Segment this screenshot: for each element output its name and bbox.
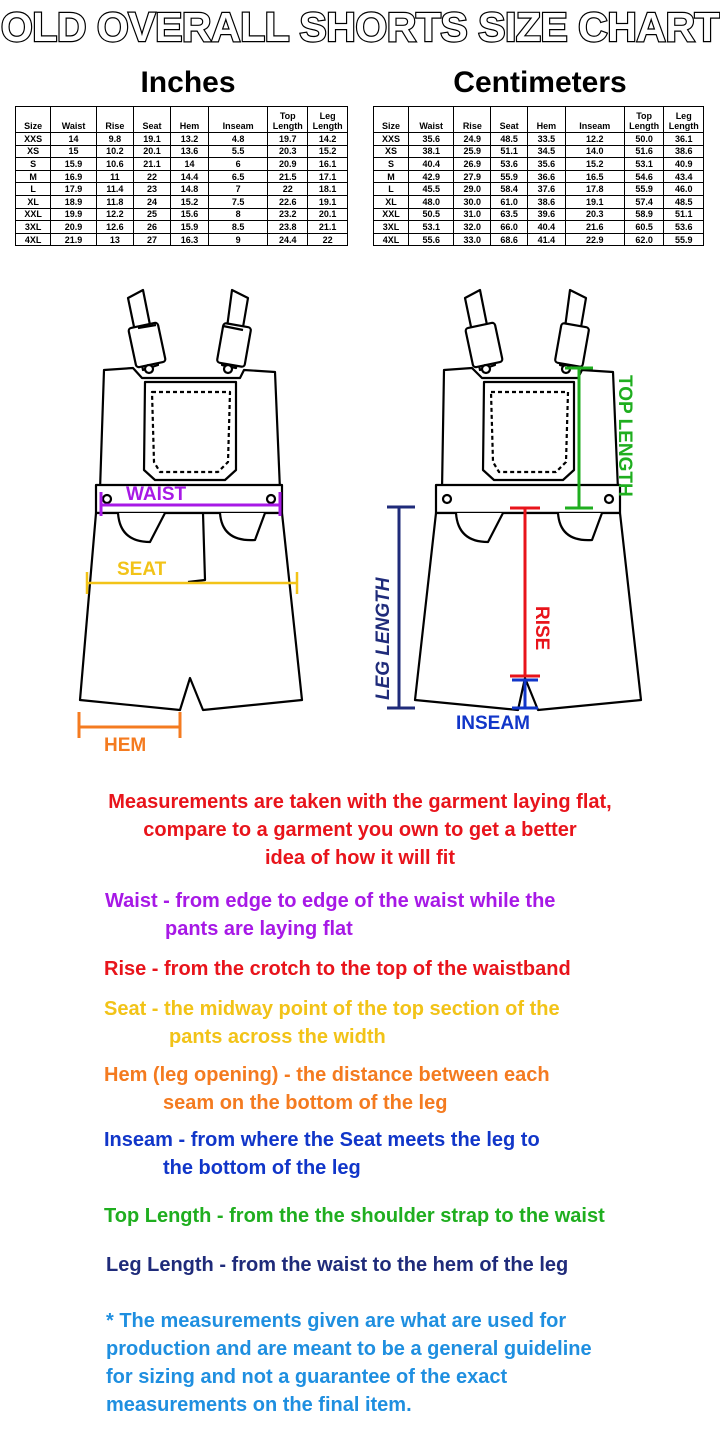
table-cell: 17.1 xyxy=(308,170,348,183)
table-cell: 54.6 xyxy=(624,170,664,183)
table-cell: 15.9 xyxy=(171,221,209,234)
table-row xyxy=(16,221,348,234)
column-header: Leg Length xyxy=(664,107,704,133)
table-cell: 53.6 xyxy=(664,221,704,234)
table-cell: 11.8 xyxy=(96,195,133,208)
table-cell: 22 xyxy=(133,170,170,183)
table-cell: 41.4 xyxy=(528,233,566,246)
table-cell: 13.2 xyxy=(171,133,209,146)
table-cell: 7 xyxy=(209,183,268,196)
table-row xyxy=(374,133,704,146)
column-header: Seat xyxy=(491,107,528,133)
table-cell: 29.0 xyxy=(454,183,491,196)
table-cell: 46.0 xyxy=(664,183,704,196)
column-header: Top Length xyxy=(268,107,308,133)
table-cell: M xyxy=(374,170,409,183)
table-cell: 8.5 xyxy=(209,221,268,234)
table-row xyxy=(374,158,704,171)
table-cell: 15.6 xyxy=(171,208,209,221)
table-cell: 10.6 xyxy=(96,158,133,171)
column-header: Hem xyxy=(528,107,566,133)
table-row xyxy=(16,208,348,221)
table-cell: 21.6 xyxy=(565,221,624,234)
table-cell: 19.1 xyxy=(308,195,348,208)
table-cell: 4XL xyxy=(16,233,51,246)
table-cell: 17.8 xyxy=(565,183,624,196)
top-length-note: Top Length - from the the shoulder strap to the waist xyxy=(104,1205,605,1227)
column-header: Rise xyxy=(96,107,133,133)
column-header: Rise xyxy=(454,107,491,133)
table-cell: S xyxy=(16,158,51,171)
rise-label: RISE xyxy=(531,606,552,651)
table-row xyxy=(374,145,704,158)
intro-note: Measurements are taken with the garment laying flat, compare to a garment you own to get a better idea of how it will fit xyxy=(108,791,612,869)
leg-length-note: Leg Length - from the waist to the hem of the leg xyxy=(106,1254,569,1276)
table-cell: 11.4 xyxy=(96,183,133,196)
table-cell: 40.4 xyxy=(409,158,454,171)
table-cell: 37.6 xyxy=(528,183,566,196)
table-cell: 50.0 xyxy=(624,133,664,146)
table-cell: 48.0 xyxy=(409,195,454,208)
table-cell: 13 xyxy=(96,233,133,246)
table-cell: 15.2 xyxy=(171,195,209,208)
table-cell: 24.4 xyxy=(268,233,308,246)
table-cell: 53.6 xyxy=(491,158,528,171)
table-cell: 57.4 xyxy=(624,195,664,208)
table-header-row xyxy=(16,107,348,133)
table-cell: XXL xyxy=(374,208,409,221)
table-cell: XS xyxy=(374,145,409,158)
table-cell: 13.6 xyxy=(171,145,209,158)
hem-label: HEM xyxy=(104,735,147,756)
table-cell: 23.2 xyxy=(268,208,308,221)
top-length-label: TOP LENGTH xyxy=(614,375,635,497)
table-cell: 34.5 xyxy=(528,145,566,158)
table-cell: 20.3 xyxy=(565,208,624,221)
table-cell: 62.0 xyxy=(624,233,664,246)
table-row xyxy=(374,233,704,246)
table-cell: 53.1 xyxy=(409,221,454,234)
table-cell: 9.8 xyxy=(96,133,133,146)
table-row xyxy=(16,133,348,146)
table-cell: 12.2 xyxy=(96,208,133,221)
table-cell: 38.1 xyxy=(409,145,454,158)
seat-note: Seat - the midway point of the top section of the pants across the width xyxy=(104,998,560,1048)
table-cell: 22 xyxy=(308,233,348,246)
column-header: Size xyxy=(374,107,409,133)
table-cell: 5.5 xyxy=(209,145,268,158)
table-cell: 23.8 xyxy=(268,221,308,234)
table-cell: 22 xyxy=(268,183,308,196)
table-cell: 20.1 xyxy=(133,145,170,158)
table-cell: 14.2 xyxy=(308,133,348,146)
table-cell: 27 xyxy=(133,233,170,246)
inches-size-table xyxy=(15,106,348,246)
table-cell: 66.0 xyxy=(491,221,528,234)
table-cell: 8 xyxy=(209,208,268,221)
table-cell: 58.9 xyxy=(624,208,664,221)
table-cell: 14.8 xyxy=(171,183,209,196)
table-cell: 15.2 xyxy=(308,145,348,158)
table-cell: 19.9 xyxy=(51,208,97,221)
table-cell: 16.5 xyxy=(565,170,624,183)
table-cell: L xyxy=(16,183,51,196)
column-header: Hem xyxy=(171,107,209,133)
table-cell: 31.0 xyxy=(454,208,491,221)
table-row xyxy=(374,221,704,234)
table-row xyxy=(16,158,348,171)
column-header: Top Length xyxy=(624,107,664,133)
table-cell: 33.0 xyxy=(454,233,491,246)
table-cell: 25 xyxy=(133,208,170,221)
table-cell: 33.5 xyxy=(528,133,566,146)
page-title: OLD OVERALL SHORTS SIZE CHART xyxy=(0,4,720,50)
table-cell: 58.4 xyxy=(491,183,528,196)
table-cell: 19.1 xyxy=(565,195,624,208)
table-cell: 40.4 xyxy=(528,221,566,234)
table-cell: 18.1 xyxy=(308,183,348,196)
table-cell: 3XL xyxy=(16,221,51,234)
table-cell: 51.1 xyxy=(491,145,528,158)
table-cell: XXL xyxy=(16,208,51,221)
disclaimer-note: * The measurements given are what are used for production and are meant to be a general guideline for sizing and not a guarantee of the exact measurements on the final item. xyxy=(106,1310,592,1416)
table-row xyxy=(16,145,348,158)
table-cell: 61.0 xyxy=(491,195,528,208)
table-cell: 30.0 xyxy=(454,195,491,208)
table-cell: M xyxy=(16,170,51,183)
table-cell: 38.6 xyxy=(528,195,566,208)
leg-length-label: LEG LENGTH xyxy=(373,577,394,700)
table-cell: XXS xyxy=(16,133,51,146)
table-cell: 17.9 xyxy=(51,183,97,196)
table-cell: 60.5 xyxy=(624,221,664,234)
table-cell: 48.5 xyxy=(664,195,704,208)
table-cell: 63.5 xyxy=(491,208,528,221)
table-row xyxy=(16,195,348,208)
table-cell: 42.9 xyxy=(409,170,454,183)
table-cell: 16.9 xyxy=(51,170,97,183)
table-cell: 21.1 xyxy=(308,221,348,234)
hem-note: Hem (leg opening) - the distance between each seam on the bottom of the leg xyxy=(104,1064,550,1114)
table-cell: 38.6 xyxy=(664,145,704,158)
table-cell: 19.1 xyxy=(133,133,170,146)
column-header: Inseam xyxy=(565,107,624,133)
table-cell: 11 xyxy=(96,170,133,183)
waist-label: WAIST xyxy=(126,484,187,505)
waist-note: Waist - from edge to edge of the waist while the pants are laying flat xyxy=(105,890,556,940)
table-cell: 12.2 xyxy=(565,133,624,146)
table-row xyxy=(374,208,704,221)
inches-heading: Inches xyxy=(140,66,236,99)
table-cell: 45.5 xyxy=(409,183,454,196)
table-row xyxy=(16,183,348,196)
table-cell: 15 xyxy=(51,145,97,158)
table-cell: 40.9 xyxy=(664,158,704,171)
table-cell: 18.9 xyxy=(51,195,97,208)
column-header: Leg Length xyxy=(308,107,348,133)
table-cell: 51.1 xyxy=(664,208,704,221)
table-cell: 22.6 xyxy=(268,195,308,208)
table-row xyxy=(374,195,704,208)
table-cell: 43.4 xyxy=(664,170,704,183)
centimeters-size-table xyxy=(373,106,704,246)
table-cell: 3XL xyxy=(374,221,409,234)
table-cell: 14 xyxy=(51,133,97,146)
table-cell: 68.6 xyxy=(491,233,528,246)
table-cell: 14.4 xyxy=(171,170,209,183)
table-cell: XXS xyxy=(374,133,409,146)
rise-note: Rise - from the crotch to the top of the waistband xyxy=(104,958,571,980)
table-cell: XS xyxy=(16,145,51,158)
column-header: Waist xyxy=(51,107,97,133)
table-cell: 20.1 xyxy=(308,208,348,221)
seat-label: SEAT xyxy=(117,559,167,580)
table-cell: L xyxy=(374,183,409,196)
table-cell: 7.5 xyxy=(209,195,268,208)
table-cell: 15.2 xyxy=(565,158,624,171)
table-cell: 50.5 xyxy=(409,208,454,221)
inseam-note: Inseam - from where the Seat meets the leg to the bottom of the leg xyxy=(104,1129,540,1179)
table-cell: 51.6 xyxy=(624,145,664,158)
table-row xyxy=(374,170,704,183)
table-cell: 35.6 xyxy=(528,158,566,171)
table-cell: 16.3 xyxy=(171,233,209,246)
inseam-label: INSEAM xyxy=(456,713,530,734)
table-cell: 55.6 xyxy=(409,233,454,246)
table-row xyxy=(16,170,348,183)
table-cell: 14.0 xyxy=(565,145,624,158)
table-header-row xyxy=(374,107,704,133)
table-row xyxy=(374,183,704,196)
table-cell: 21.5 xyxy=(268,170,308,183)
table-cell: 10.2 xyxy=(96,145,133,158)
overall-diagram-front-right xyxy=(360,280,720,770)
table-cell: 14 xyxy=(171,158,209,171)
column-header: Inseam xyxy=(209,107,268,133)
centimeters-heading: Centimeters xyxy=(453,66,627,99)
table-cell: 24 xyxy=(133,195,170,208)
table-cell: XL xyxy=(374,195,409,208)
table-cell: 16.1 xyxy=(308,158,348,171)
table-cell: 4.8 xyxy=(209,133,268,146)
table-cell: 36.1 xyxy=(664,133,704,146)
table-cell: 39.6 xyxy=(528,208,566,221)
table-cell: 55.9 xyxy=(624,183,664,196)
table-cell: 12.6 xyxy=(96,221,133,234)
table-cell: 23 xyxy=(133,183,170,196)
table-cell: 20.3 xyxy=(268,145,308,158)
table-cell: 25.9 xyxy=(454,145,491,158)
table-cell: 4XL xyxy=(374,233,409,246)
table-cell: 32.0 xyxy=(454,221,491,234)
table-cell: 15.9 xyxy=(51,158,97,171)
table-cell: 20.9 xyxy=(51,221,97,234)
table-cell: 20.9 xyxy=(268,158,308,171)
column-header: Seat xyxy=(133,107,170,133)
table-cell: 55.9 xyxy=(491,170,528,183)
table-cell: 21.9 xyxy=(51,233,97,246)
column-header: Waist xyxy=(409,107,454,133)
table-cell: S xyxy=(374,158,409,171)
table-cell: 21.1 xyxy=(133,158,170,171)
table-cell: XL xyxy=(16,195,51,208)
table-cell: 19.7 xyxy=(268,133,308,146)
table-cell: 27.9 xyxy=(454,170,491,183)
table-cell: 9 xyxy=(209,233,268,246)
table-cell: 6.5 xyxy=(209,170,268,183)
table-cell: 24.9 xyxy=(454,133,491,146)
table-cell: 55.9 xyxy=(664,233,704,246)
overall-diagram-front-left xyxy=(0,280,360,770)
column-header: Size xyxy=(16,107,51,133)
table-cell: 35.6 xyxy=(409,133,454,146)
table-cell: 36.6 xyxy=(528,170,566,183)
table-cell: 22.9 xyxy=(565,233,624,246)
table-row xyxy=(16,233,348,246)
table-cell: 26.9 xyxy=(454,158,491,171)
table-cell: 26 xyxy=(133,221,170,234)
table-cell: 53.1 xyxy=(624,158,664,171)
table-cell: 6 xyxy=(209,158,268,171)
table-cell: 48.5 xyxy=(491,133,528,146)
